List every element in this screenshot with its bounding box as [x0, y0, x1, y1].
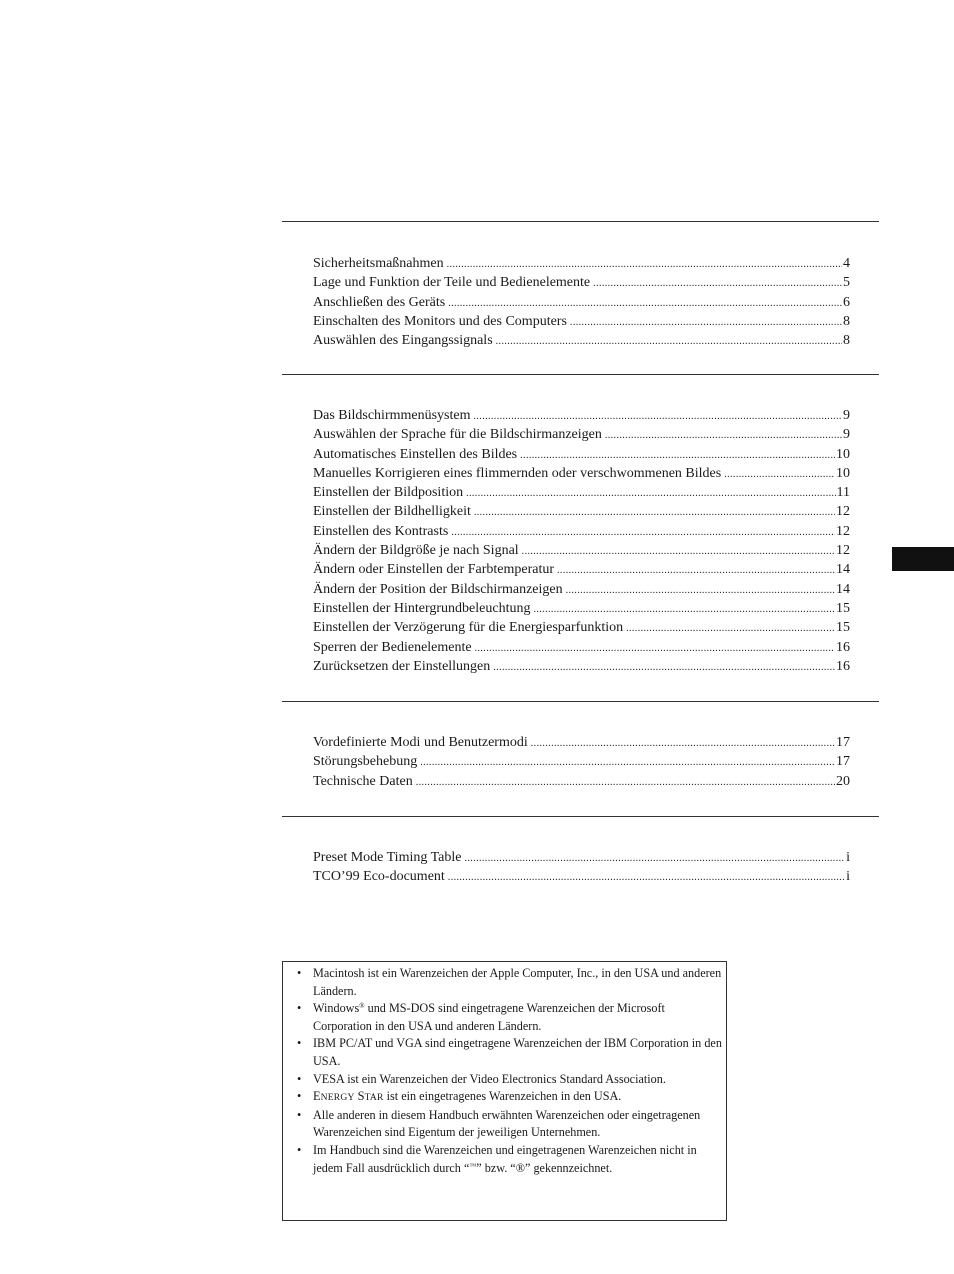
toc-leader-dots [474, 407, 843, 426]
section-divider-4 [282, 816, 879, 817]
toc-entry-title: Störungsbehebung [313, 754, 418, 770]
toc-page-number: i [846, 850, 850, 865]
toc-leader-dots [570, 313, 842, 332]
trademark-text: ” bzw. “ [476, 1160, 516, 1175]
trademark-item-windows [297, 1000, 723, 1035]
toc-entry[interactable] [313, 733, 850, 752]
toc-page-number: 11 [836, 485, 850, 501]
toc-entry[interactable] [313, 638, 850, 657]
toc-leader-dots [522, 542, 835, 561]
trademark-text: IBM PC/AT und VGA sind eingetragene Warenzeichen der IBM Corporation in den USA. [313, 1036, 722, 1068]
toc-leader-dots [474, 503, 835, 522]
section-divider-3 [282, 701, 879, 702]
toc-entry[interactable] [313, 254, 850, 273]
energy-star-rest-e: NERGY [320, 1092, 355, 1104]
toc-leader-dots [724, 465, 835, 484]
toc-page-number: 17 [836, 735, 850, 750]
toc-leader-dots [605, 426, 842, 445]
toc-page-number: 12 [836, 504, 850, 520]
trademark-item-marking-note [297, 1142, 723, 1177]
toc-entry[interactable] [313, 425, 850, 444]
toc-leader-dots [447, 255, 842, 274]
trademark-text: VESA ist ein Warenzeichen der Video Electronics Standard Association. [313, 1071, 666, 1086]
toc-leader-dots [493, 658, 835, 677]
toc-entry[interactable] [313, 541, 850, 560]
toc-page-number: 4 [843, 256, 850, 271]
bullet: • [297, 1001, 302, 1016]
toc-entry-title: Automatisches Einstellen des Bildes [313, 446, 518, 462]
toc-entry[interactable] [313, 867, 850, 886]
toc-entry-title: Einstellen der Bildposition [313, 485, 464, 501]
toc-entry[interactable] [313, 502, 850, 521]
toc-entry[interactable] [313, 273, 850, 292]
toc-page-number: i [846, 869, 850, 885]
toc-entry-title: Einstellen des Kontrasts [313, 523, 449, 539]
toc-leader-dots [465, 849, 846, 868]
trademark-item-ibm [297, 1035, 723, 1070]
toc-entry-title: Auswählen des Eingangssignals [313, 333, 493, 349]
bullet: • [297, 1071, 302, 1086]
toc-section-4 [313, 848, 850, 887]
toc-leader-dots [557, 561, 835, 580]
toc-entry-title: Einstellen der Bildhelligkeit [313, 504, 471, 520]
toc-entry[interactable] [313, 599, 850, 618]
bullet: • [297, 966, 302, 980]
toc-page-number: 14 [836, 562, 850, 578]
toc-page-number: 12 [836, 543, 850, 559]
toc-leader-dots [466, 484, 835, 503]
bullet: • [297, 1142, 302, 1157]
toc-entry-title: Das Bildschirmmenüsystem [313, 408, 471, 423]
toc-leader-dots [420, 753, 835, 772]
section-divider-1 [282, 221, 879, 222]
trademark-item-others [297, 1107, 723, 1142]
trademark-symbol: ™ [469, 1161, 477, 1170]
toc-entry-title: Lage und Funktion der Teile und Bedienelemente [313, 275, 591, 291]
toc-entry-title: Einstellen der Hintergrundbeleuchtung [313, 600, 531, 616]
trademark-notice-box [282, 961, 727, 1221]
toc-leader-dots [416, 773, 835, 792]
toc-entry-title: Einschalten des Monitors und des Computers [313, 313, 567, 329]
toc-page-number: 8 [843, 333, 850, 349]
registered-symbol: ® [515, 1160, 525, 1175]
toc-page-number: 9 [843, 408, 850, 423]
toc-entry[interactable] [313, 580, 850, 599]
toc-entry[interactable] [313, 618, 850, 637]
energy-star-rest-s: TAR [364, 1092, 384, 1104]
toc-section-3 [313, 733, 850, 791]
toc-entry-title: Zurücksetzen der Einstellungen [313, 658, 491, 674]
bullet: • [297, 1107, 302, 1122]
trademark-item-energy-star [297, 1088, 723, 1107]
toc-entry-title: TCO’99 Eco-document [313, 869, 445, 885]
toc-leader-dots [626, 619, 835, 638]
toc-page-number: 15 [836, 600, 850, 616]
trademark-text: und MS-DOS sind eingetragene Warenzeichen der Microsoft Corporation in den USA und anderen Ländern. [313, 1001, 665, 1033]
toc-page-number: 6 [843, 294, 850, 310]
toc-page-number: 8 [843, 313, 850, 329]
trademark-text: Macintosh ist ein Warenzeichen der Apple Computer, Inc., in den USA und anderen Ländern. [313, 966, 722, 998]
toc-page-number: 10 [836, 446, 850, 462]
bullet: • [297, 1089, 302, 1104]
toc-leader-dots [531, 734, 835, 753]
toc-leader-dots [496, 332, 842, 351]
toc-entry[interactable] [313, 560, 850, 579]
section-divider-2 [282, 374, 879, 375]
toc-page-number: 9 [843, 427, 850, 443]
toc-page-number: 15 [836, 620, 850, 636]
bullet: • [297, 1036, 302, 1051]
toc-page-number: 10 [836, 465, 850, 481]
registered-mark: ® [359, 1002, 365, 1011]
toc-page-number: 14 [836, 581, 850, 597]
toc-entry-title: Preset Mode Timing Table [313, 850, 462, 865]
toc-entry-title: Auswählen der Sprache für die Bildschirmanzeigen [313, 427, 602, 443]
trademark-item-macintosh [297, 965, 723, 1000]
toc-page-number: 17 [836, 754, 850, 770]
toc-page-number: 16 [836, 639, 850, 655]
language-tab-marker [892, 547, 954, 571]
toc-page-number: 16 [836, 658, 850, 674]
toc-entry[interactable] [313, 657, 850, 676]
toc-entry[interactable] [313, 752, 850, 771]
energy-star-initial-e: E [313, 1089, 321, 1104]
toc-leader-dots [451, 523, 835, 542]
toc-entry[interactable] [313, 406, 850, 425]
toc-entry[interactable] [313, 331, 850, 350]
toc-page-number: 20 [836, 773, 850, 789]
toc-entry-title: Ändern der Position der Bildschirmanzeigen [313, 581, 563, 597]
toc-section-1 [313, 254, 850, 350]
trademark-text-windows: Windows [313, 1001, 360, 1016]
toc-leader-dots [448, 294, 842, 313]
toc-leader-dots [520, 446, 835, 465]
energy-star-initial-s: S [357, 1089, 365, 1104]
toc-entry-title: Technische Daten [313, 773, 413, 789]
toc-entry[interactable] [313, 848, 850, 867]
toc-entry-title: Ändern oder Einstellen der Farbtemperatur [313, 562, 555, 578]
toc-leader-dots [475, 639, 835, 658]
toc-leader-dots [566, 581, 835, 600]
trademark-list [297, 965, 723, 1177]
toc-entry[interactable] [313, 522, 850, 541]
toc-entry-title: Ändern der Bildgröße je nach Signal [313, 543, 519, 559]
toc-entry-title: Sperren der Bedienelemente [313, 639, 472, 655]
toc-entry[interactable] [313, 483, 850, 502]
toc-entry[interactable] [313, 312, 850, 331]
toc-entry[interactable] [313, 772, 850, 791]
trademark-text: Im Handbuch sind die Warenzeichen und eingetragenen Warenzeichen nicht in jedem Fall ausdrücklich durch “ [313, 1142, 697, 1175]
toc-entry-title: Manuelles Korrigieren eines flimmernden oder verschwommenen Bildes [313, 465, 722, 481]
toc-leader-dots [533, 600, 835, 619]
toc-entry-title: Sicherheitsmaßnahmen [313, 256, 444, 271]
trademark-text: ist ein eingetragenes Warenzeichen in den USA. [383, 1089, 622, 1104]
toc-entry-title: Einstellen der Verzögerung für die Energiesparfunktion [313, 620, 624, 636]
toc-page-number: 5 [843, 275, 850, 291]
trademark-item-vesa [297, 1071, 723, 1089]
toc-leader-dots [593, 274, 842, 293]
toc-page-number: 12 [836, 523, 850, 539]
toc-leader-dots [448, 868, 845, 887]
toc-entry[interactable] [313, 293, 850, 312]
toc-entry[interactable] [313, 445, 850, 464]
toc-entry-title: Vordefinierte Modi und Benutzermodi [313, 735, 528, 750]
toc-entry-title: Anschließen des Geräts [313, 294, 446, 310]
toc-entry[interactable] [313, 464, 850, 483]
trademark-text: Alle anderen in diesem Handbuch erwähnten Warenzeichen oder eingetragenen Warenzeichen sind Eigentum der jeweiligen Unternehmen. [313, 1107, 701, 1140]
trademark-text: ” gekennzeichnet. [524, 1160, 613, 1175]
toc-section-2 [313, 406, 850, 676]
